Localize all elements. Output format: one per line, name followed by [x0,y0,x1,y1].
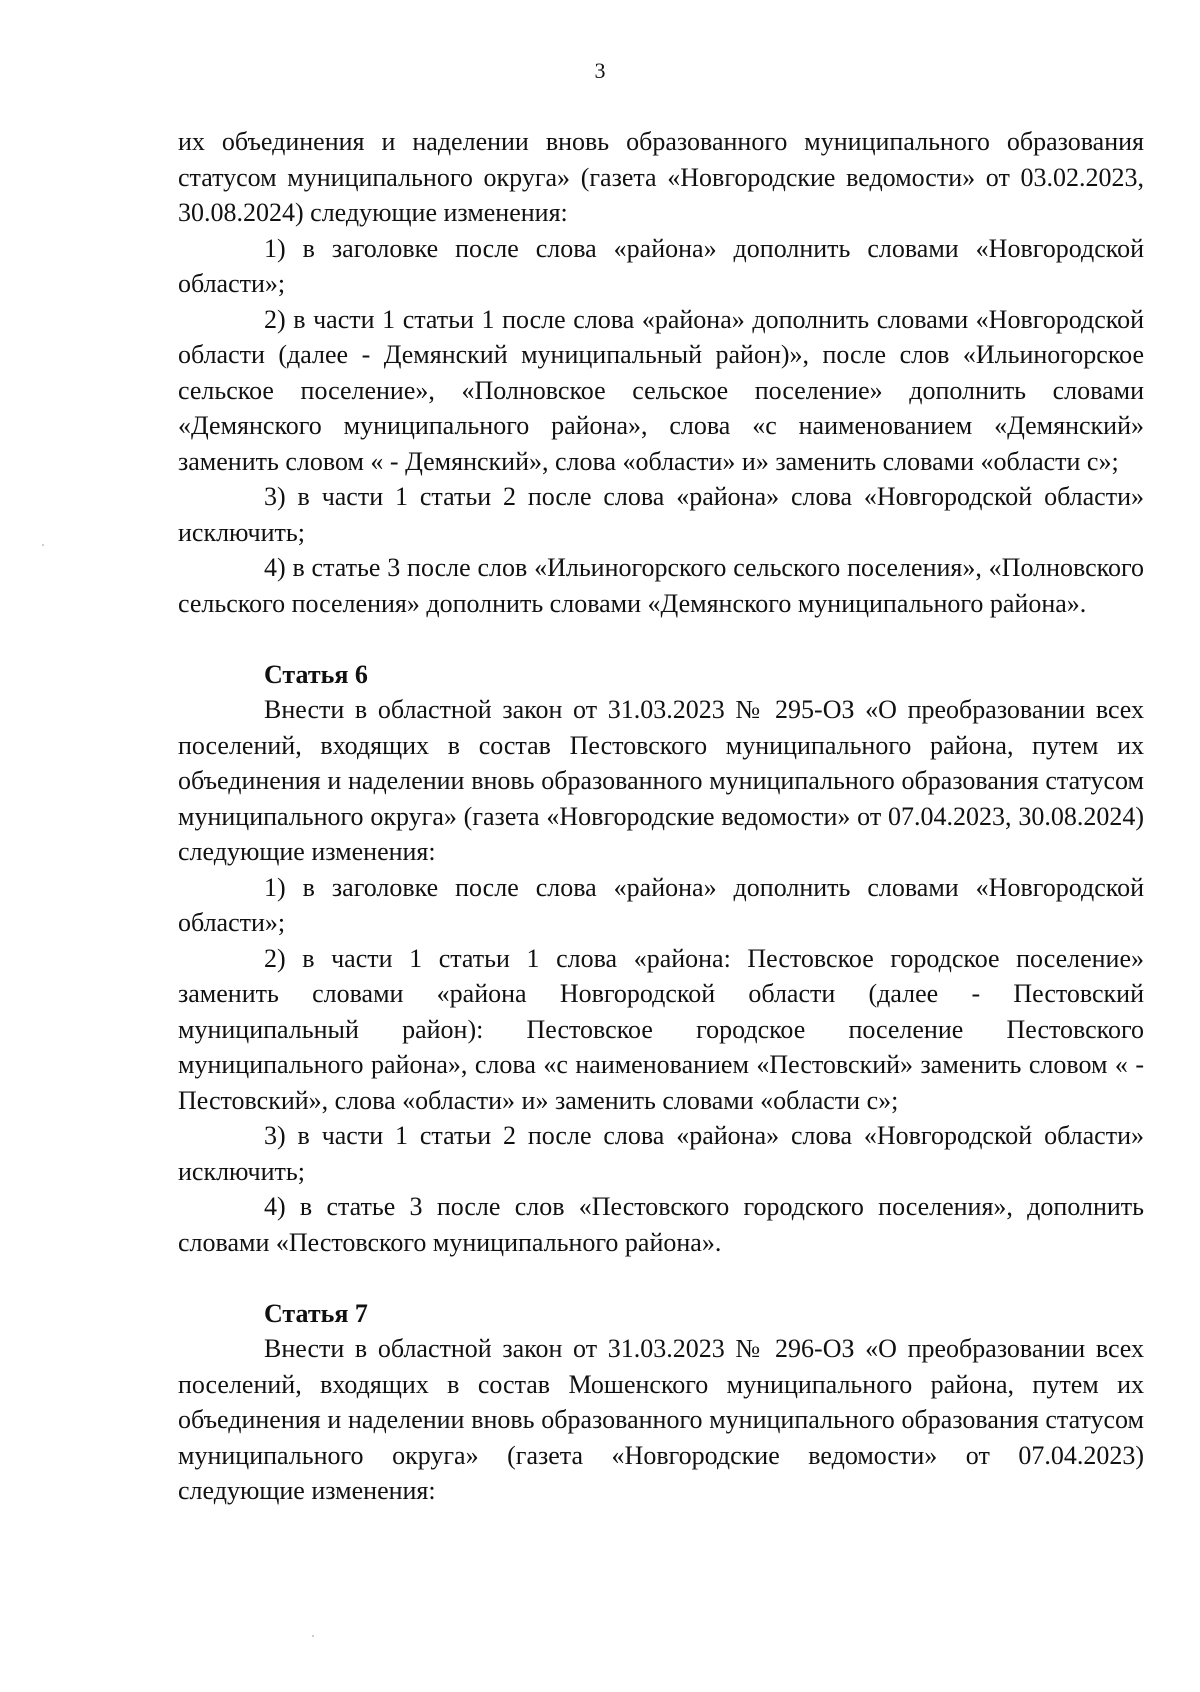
document-body [178,124,1144,1509]
list-item: 1) в заголовке после слова «района» дополнить словами «Новгородской области»; [178,872,1144,937]
section-spacer [178,1260,1144,1296]
article-6-heading: Статья 6 [264,659,368,689]
scan-speck [42,544,44,546]
list-item: 3) в части 1 статьи 2 после слова «района» слова «Новгородской области» исключить; [178,482,1144,547]
article-7-lead: Внести в областной закон от 31.03.2023 № 296-ОЗ «О преобразовании всех поселений, входящих в состав Мошенского муниципального района, путем их объединения и наделении вновь образованного муниципального образования статусом муниципального округа» (газета «Новгородские ведомости» от 07.04.2023) следующие изменения: [178,1334,1144,1505]
paragraph-continuation: их объединения и наделении вновь образованного муниципального образования статусом муниципального округа» (газета «Новгородские ведомости» от 03.02.2023, 30.08.2024) следующие изменения: [178,127,1144,227]
article-6-lead: Внести в областной закон от 31.03.2023 № 295-ОЗ «О преобразовании всех поселений, входящих в состав Пестовского муниципального района, путем их объединения и наделении вновь образованного муниципального образования статусом муниципального округа» (газета «Новгородские ведомости» от 07.04.2023, 30.08.2024) следующие изменения: [178,695,1144,866]
list-item: 3) в части 1 статьи 2 после слова «района» слова «Новгородской области» исключить; [178,1121,1144,1186]
list-item: 4) в статье 3 после слов «Ильиногорского сельского поселения», «Полновского сельского поселения» дополнить словами «Демянского муниципального района». [178,553,1144,618]
scan-speck [312,1635,314,1637]
list-item: 4) в статье 3 после слов «Пестовского городского поселения», дополнить словами «Пестовского муниципального района». [178,1192,1144,1257]
list-item: 2) в части 1 статьи 1 слова «района: Пестовское городское поселение» заменить словами «района Новгородской области (далее - Пестовский муниципальный район): Пестовское городское поселение Пестовского муниципального района», слова «с наименованием «Пестовский» заменить словом « - Пестовский», слова «области» и» заменить словами «области с»; [178,943,1144,1115]
list-item: 2) в части 1 статьи 1 после слова «района» дополнить словами «Новгородской области (далее - Демянский муниципальный район)», после слов «Ильиногорское сельское поселение», «Полновское сельское поселение» дополнить словами «Демянского муниципального района», слова «с наименованием «Демянский» заменить словом « - Демянский», слова «области» и» заменить словами «области с»; [178,304,1144,476]
section-spacer [178,621,1144,657]
page-number: 3 [594,58,606,83]
article-7-heading: Статья 7 [264,1298,368,1328]
list-item: 1) в заголовке после слова «района» дополнить словами «Новгородской области»; [178,233,1144,298]
